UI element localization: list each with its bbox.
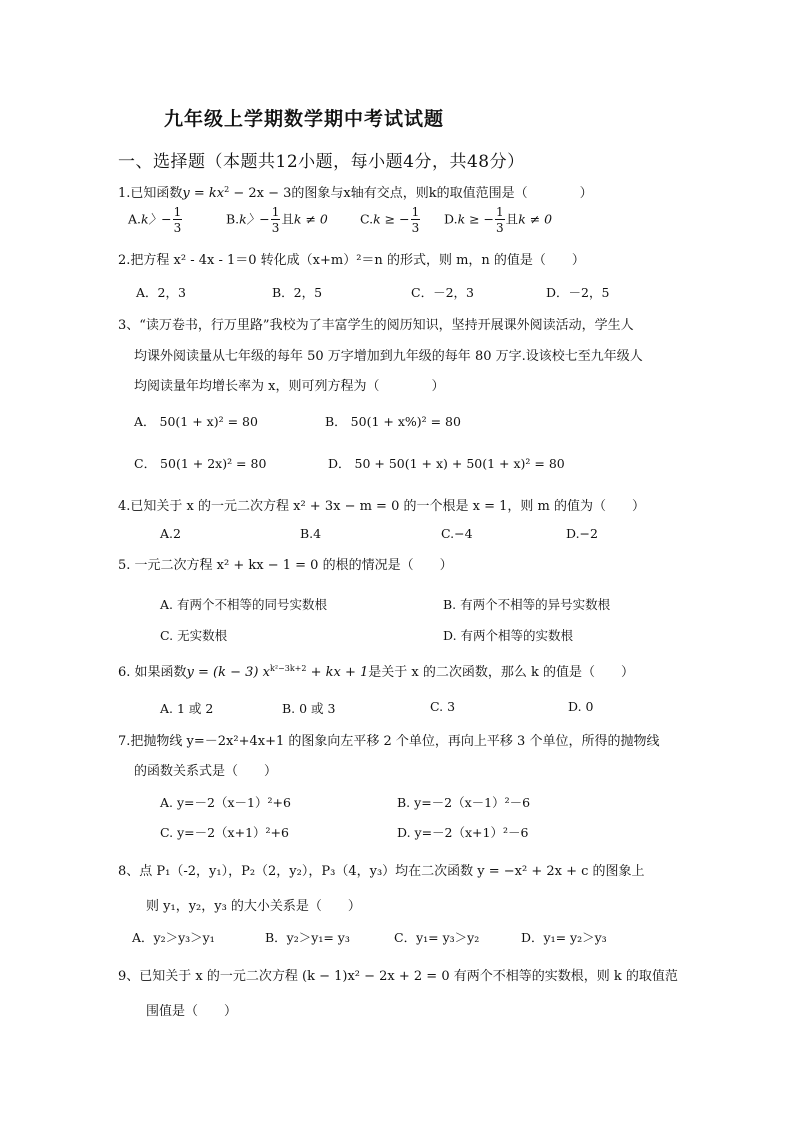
question-7-option-d[interactable]: D. y=－2（x+1）²－6 [397, 825, 529, 840]
question-2-option-d[interactable]: D．－2，5 [546, 285, 610, 300]
question-6-option-c[interactable]: C. 3 [430, 699, 456, 714]
question-1-stem: 1.已知函数$y = kx^2 - 2x - 3$的图象与x轴有交点，则k的取值范围是（ ） [118, 185, 593, 201]
question-7-option-b[interactable]: B. y=－2（x－1）²－6 [397, 795, 531, 810]
question-4-option-c[interactable]: C.−4 [441, 526, 473, 541]
question-3-line-2: 均课外阅读量从七年级的每年 50 万字增加到九年级的每年 80 万字.设该校七至九年级人 [134, 349, 643, 364]
question-5-option-d[interactable]: D. 有两个相等的实数根 [443, 628, 574, 643]
question-3-option-b[interactable]: B． 50(1 + x%)² = 80 [325, 414, 461, 429]
question-7-option-c[interactable]: C. y=－2（x+1）²+6 [160, 825, 289, 840]
question-6-option-d[interactable]: D. 0 [568, 699, 594, 714]
question-8-line-1: 8、点 P₁（-2，y₁），P₂（2，y₂），P₃（4，y₃）均在二次函数 y = −x² + 2x + c 的图象上 [118, 864, 645, 879]
question-8-option-c[interactable]: C．y₁= y₃＞y₂ [394, 930, 480, 945]
question-7-line-1: 7.把抛物线 y=－2x²+4x+1 的图象向左平移 2 个单位，再向上平移 3 个单位，所得的抛物线 [118, 734, 660, 749]
question-6-option-b[interactable]: B. 0 或 3 [282, 701, 336, 716]
question-5-option-a[interactable]: A. 有两个不相等的同号实数根 [160, 597, 327, 612]
question-2-option-c[interactable]: C．－2，3 [411, 285, 474, 300]
question-8-option-a[interactable]: A．y₂＞y₃＞y₁ [132, 930, 215, 945]
question-5-option-c[interactable]: C. 无实数根 [160, 628, 228, 643]
question-4-stem: 4.已知关于 x 的一元二次方程 x² + 3x − m = 0 的一个根是 x = 1，则 m 的值为（ ） [118, 499, 645, 514]
page-title: 九年级上学期数学期中考试试题 [164, 108, 445, 130]
question-3-option-a[interactable]: A． 50(1 + x)² = 80 [134, 414, 258, 429]
question-3-line-1: 3、“读万卷书，行万里路”我校为了丰富学生的阅历知识，坚持开展课外阅读活动，学生人 [118, 318, 634, 333]
question-1-option-a[interactable]: A.k〉− $\frac{1}{3}$ [128, 205, 182, 235]
question-1-option-d[interactable]: D.k ≥ − $\frac{1}{3}$ 且k ≠ 0 [444, 205, 553, 235]
question-9-line-2: 围值是（ ） [146, 1004, 238, 1019]
question-2-stem: 2.把方程 x² - 4x - 1＝0 转化成（x+m）²＝n 的形式，则 m，n 的值是（ ） [118, 253, 585, 268]
question-7-line-2: 的函数关系式是（ ） [134, 764, 278, 779]
question-5-option-b[interactable]: B. 有两个不相等的异号实数根 [443, 597, 611, 612]
question-1-option-c[interactable]: C.k ≥ − $\frac{1}{3}$ [360, 205, 420, 235]
question-4-option-a[interactable]: A.2 [160, 526, 181, 541]
question-4-option-b[interactable]: B.4 [300, 526, 322, 541]
section-heading: 一、选择题（本题共12小题，每小题4分，共48分） [118, 152, 525, 172]
question-3-option-d[interactable]: D． 50 + 50(1 + x) + 50(1 + x)² = 80 [328, 456, 565, 471]
question-3-line-3: 均阅读量年均增长率为 x，则可列方程为（ ） [134, 379, 445, 394]
question-3-option-c[interactable]: C． 50(1 + 2x)² = 80 [134, 456, 267, 471]
question-6-option-a[interactable]: A. 1 或 2 [160, 701, 214, 716]
question-8-line-2: 则 y₁，y₂，y₃ 的大小关系是（ ） [146, 899, 361, 914]
question-2-option-b[interactable]: B．2，5 [272, 285, 323, 300]
question-6-stem: 6. 如果函数y = (k − 3) $x^{k^2-3k+2}$ + kx + 1是关于 x 的二次函数，那么 k 的值是（ ） [118, 664, 635, 680]
question-4-option-d[interactable]: D.−2 [566, 526, 598, 541]
question-5-stem: 5. 一元二次方程 x² + kx − 1 = 0 的根的情况是（ ） [118, 558, 453, 573]
question-9-line-1: 9、已知关于 x 的一元二次方程 (k − 1)x² − 2x + 2 = 0 有两个不相等的实数根，则 k 的取值范 [118, 969, 678, 984]
question-8-option-b[interactable]: B．y₂＞y₁= y₃ [265, 930, 350, 945]
question-8-option-d[interactable]: D．y₁= y₂＞y₃ [521, 930, 607, 945]
question-7-option-a[interactable]: A. y=－2（x－1）²+6 [160, 795, 291, 810]
question-1-option-b[interactable]: B.k〉− $\frac{1}{3}$ 且k ≠ 0 [226, 205, 328, 235]
question-2-option-a[interactable]: A．2，3 [136, 285, 186, 300]
